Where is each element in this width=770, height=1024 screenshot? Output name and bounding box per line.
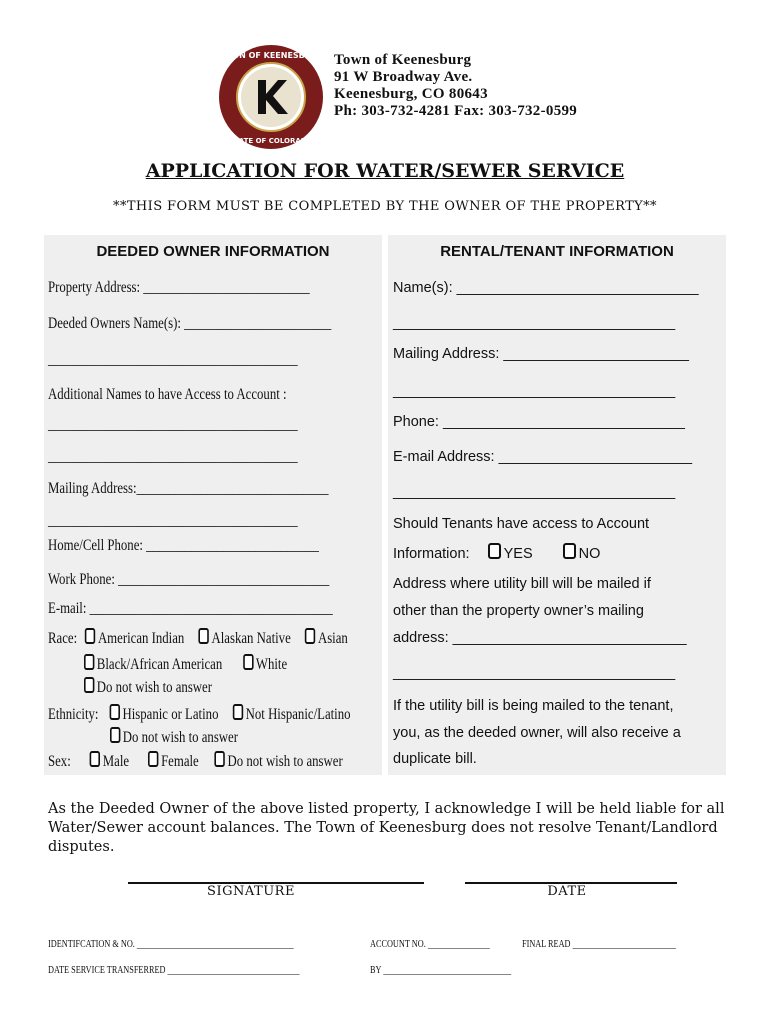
ethnicity-no-answer-label: Do not wish to answer bbox=[122, 729, 238, 746]
access-no-label: NO bbox=[578, 546, 601, 562]
sex-female-label: Female bbox=[161, 753, 199, 770]
form-subtitle: **THIS FORM MUST BE COMPLETED BY THE OWNER OF THE PROPERTY** bbox=[113, 199, 657, 214]
ethnicity-hispanic-checkbox[interactable] bbox=[110, 704, 120, 720]
deeded-owners-field[interactable]: Deeded Owners Name(s): _______________________ bbox=[48, 315, 332, 332]
ethnicity-row bbox=[48, 704, 351, 724]
owner-heading: DEEDED OWNER INFORMATION bbox=[96, 243, 330, 260]
tenant-names-line2[interactable]: ___________________________________ bbox=[393, 315, 676, 331]
address-line-1: Town of Keenesburg bbox=[334, 52, 472, 68]
race-asian-checkbox[interactable] bbox=[305, 628, 315, 644]
date-service-transferred-field[interactable]: DATE SERVICE TRANSFERRED ________________________________ bbox=[48, 964, 300, 976]
tenant-access-question: Should Tenants have access to Account bbox=[393, 516, 650, 532]
race-row-3 bbox=[84, 677, 212, 697]
tenant-email-field[interactable]: E-mail Address: ________________________ bbox=[393, 449, 693, 465]
sex-male-label: Male bbox=[102, 753, 130, 770]
race-alaskan-native-checkbox[interactable] bbox=[199, 628, 209, 644]
signature-label: SIGNATURE bbox=[207, 884, 295, 899]
access-yes-label: YES bbox=[503, 546, 533, 562]
tenant-heading: RENTAL/TENANT INFORMATION bbox=[440, 243, 674, 260]
svg-text:STATE OF COLORADO: STATE OF COLORADO bbox=[229, 137, 313, 145]
acknowledgement-text: As the Deeded Owner of the above listed property, I acknowledge I will be held liable for all Water/Sewer account balances. The Town of Keenesburg does not resolve Tenant/Landlord disputes. bbox=[48, 801, 725, 855]
bill-address-text-2: other than the property owner’s mailing bbox=[393, 603, 644, 619]
bill-address-line2[interactable]: ___________________________________ bbox=[393, 665, 676, 681]
ethnicity-hispanic-label: Hispanic or Latino bbox=[122, 706, 219, 723]
tenant-mailing-field[interactable]: Mailing Address: _______________________ bbox=[393, 346, 689, 362]
town-seal-logo bbox=[218, 44, 324, 150]
race-black-label: Black/African American bbox=[96, 656, 223, 673]
sex-no-answer-checkbox[interactable] bbox=[215, 751, 225, 767]
bill-address-field[interactable]: address: _____________________________ bbox=[393, 630, 687, 646]
tenant-phone-field[interactable]: Phone: ______________________________ bbox=[393, 414, 685, 430]
ethnicity-label: Ethnicity: bbox=[48, 706, 99, 723]
owner-mailing-line2[interactable]: _______________________________________ bbox=[48, 512, 298, 529]
address-line-4: Ph: 303-732-4281 Fax: 303-732-0599 bbox=[334, 103, 578, 119]
ethnicity-row-2 bbox=[110, 727, 238, 747]
work-phone-field[interactable]: Work Phone: _________________________________ bbox=[48, 571, 330, 588]
ethnicity-not-hispanic-checkbox[interactable] bbox=[233, 704, 243, 720]
account-number-field[interactable]: ACCOUNT NO. _______________ bbox=[370, 938, 490, 950]
race-american-indian-checkbox[interactable] bbox=[85, 628, 95, 644]
additional-names-line1[interactable]: _______________________________________ bbox=[48, 416, 298, 433]
race-black-checkbox[interactable] bbox=[84, 654, 94, 670]
duplicate-bill-text-2: you, as the deeded owner, will also receive a bbox=[393, 725, 681, 741]
final-read-field[interactable]: FINAL READ _________________________ bbox=[522, 938, 676, 950]
duplicate-bill-text-1: If the utility bill is being mailed to the tenant, bbox=[393, 698, 674, 714]
sex-no-answer-label: Do not wish to answer bbox=[227, 753, 343, 770]
property-address-field[interactable]: Property Address: __________________________ bbox=[48, 279, 310, 296]
address-line-3: Keenesburg, CO 80643 bbox=[334, 86, 488, 102]
by-field[interactable]: BY _______________________________ bbox=[370, 964, 512, 976]
svg-text:TOWN OF KEENESBURG: TOWN OF KEENESBURG bbox=[218, 51, 324, 60]
access-yes-checkbox[interactable] bbox=[488, 543, 501, 559]
home-phone-field[interactable]: Home/Cell Phone: ___________________________ bbox=[48, 537, 319, 554]
bill-address-text-1: Address where utility bill will be mailed if bbox=[393, 576, 651, 592]
additional-names-line2[interactable]: _______________________________________ bbox=[48, 448, 298, 465]
tenant-mailing-line2[interactable]: ___________________________________ bbox=[393, 383, 676, 399]
race-asian-label: Asian bbox=[317, 630, 348, 647]
access-no-checkbox[interactable] bbox=[563, 543, 576, 559]
address-line-2: 91 W Broadway Ave. bbox=[334, 69, 473, 85]
sex-male-checkbox[interactable] bbox=[90, 751, 100, 767]
race-row bbox=[48, 628, 348, 648]
race-white-label: White bbox=[255, 656, 288, 673]
sex-label: Sex: bbox=[48, 753, 71, 770]
race-no-answer-label: Do not wish to answer bbox=[96, 679, 212, 696]
duplicate-bill-text-3: duplicate bill. bbox=[393, 751, 477, 767]
deeded-owners-line2[interactable]: _______________________________________ bbox=[48, 351, 298, 368]
race-american-indian-label: American Indian bbox=[97, 630, 185, 647]
race-label: Race: bbox=[48, 630, 78, 647]
identification-field[interactable]: IDENTIFCATION & NO. ______________________________________ bbox=[48, 938, 294, 950]
tenant-email-line2[interactable]: ___________________________________ bbox=[393, 484, 676, 500]
tenant-access-row bbox=[393, 543, 600, 562]
tenant-names-field[interactable]: Name(s): ______________________________ bbox=[393, 280, 699, 296]
form-title: APPLICATION FOR WATER/SEWER SERVICE bbox=[145, 160, 625, 182]
race-alaskan-native-label: Alaskan Native bbox=[211, 630, 291, 647]
ethnicity-not-hispanic-label: Not Hispanic/Latino bbox=[245, 706, 351, 723]
sex-row bbox=[48, 751, 343, 771]
owner-mailing-address-field[interactable]: Mailing Address:______________________________ bbox=[48, 480, 329, 497]
ethnicity-no-answer-checkbox[interactable] bbox=[110, 727, 120, 743]
owner-email-field[interactable]: E-mail: ______________________________________ bbox=[48, 600, 333, 617]
sex-female-checkbox[interactable] bbox=[148, 751, 158, 767]
race-no-answer-checkbox[interactable] bbox=[84, 677, 94, 693]
race-row-2 bbox=[84, 654, 287, 674]
date-label: DATE bbox=[547, 884, 587, 899]
race-white-checkbox[interactable] bbox=[243, 654, 253, 670]
tenant-access-question-2: Information: bbox=[393, 546, 470, 562]
additional-names-label: Additional Names to have Access to Account : bbox=[48, 386, 287, 403]
